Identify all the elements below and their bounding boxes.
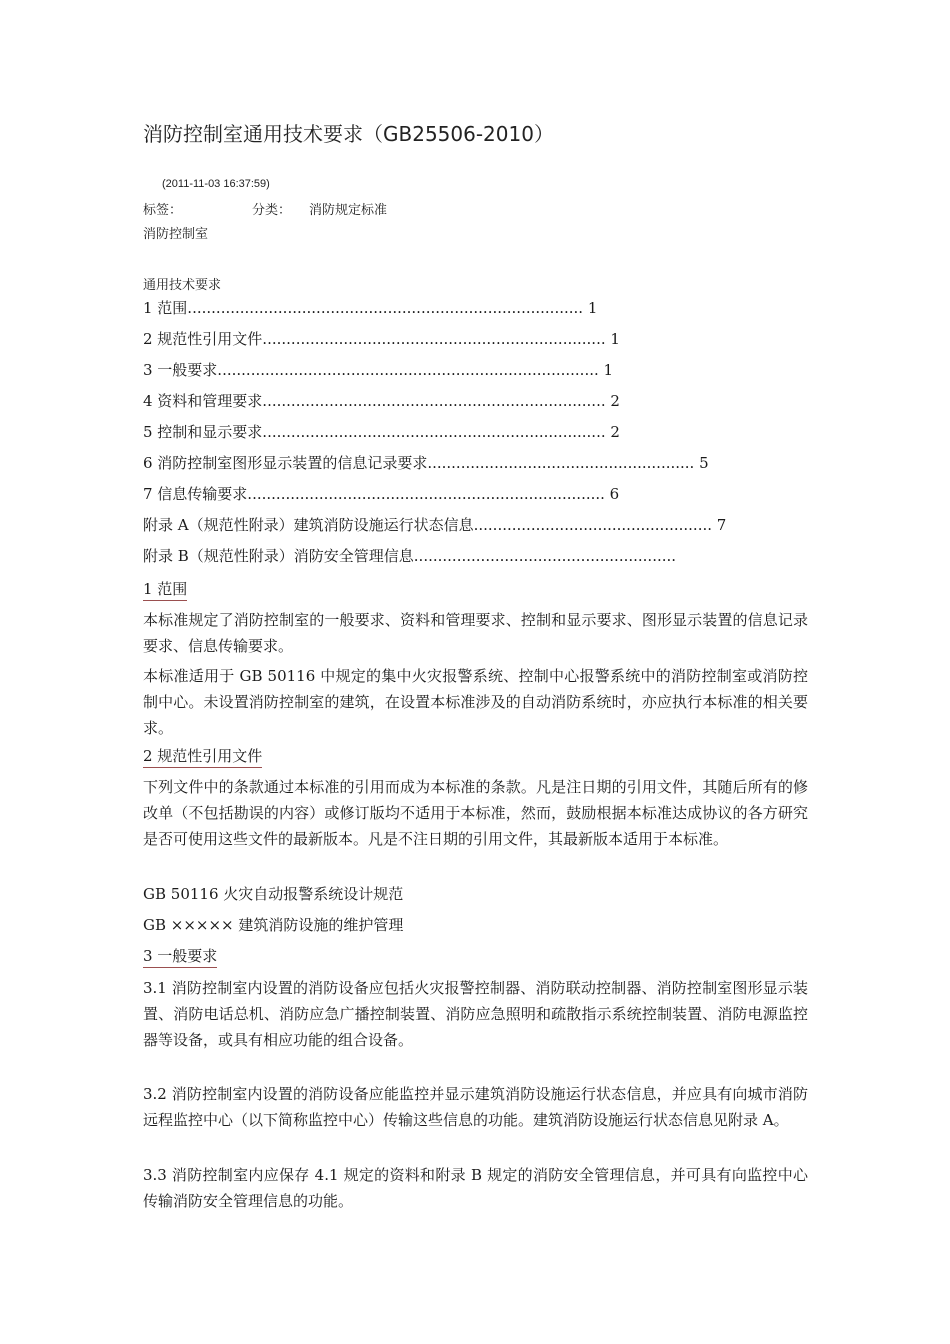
paragraph: 下列文件中的条款通过本标准的引用而成为本标准的条款。凡是注日期的引用文件，其随后所有的修改单（不包括勘误的内容）或修订版均不适用于本标准，然而，鼓励根据本标准达成协议的各方研究是否可使用这些文件的最新版本。凡是不注日期的引用文件，其最新版本适用于本标准。 [143,778,808,848]
tag-label: 标签： [143,203,183,218]
reference-item: GB 50116 火灾自动报警系统设计规范 [143,885,404,903]
paragraph: 3.1 消防控制室内设置的消防设备应包括火灾报警控制器、消防联动控制器、消防控制室图形显示装置、消防电话总机、消防应急广播控制装置、消防应急照明和疏散指示系统控制装置、消防电源监控器等设备，或具有相应功能的组合设备。 [143,979,808,1049]
category-label: 分类： [252,203,292,218]
post-date: (2011-11-03 16:37:59) [162,178,270,190]
toc-item: 3 一般要求................................................................................ 1 [143,361,614,379]
tag-link[interactable]: 消防控制室 [143,227,209,242]
toc-item: 附录 A（规范性附录）建筑消防设施运行状态信息.................................................. 7 [143,516,727,534]
page-title: 消防控制室通用技术要求（GB25506-2010） [143,122,554,146]
toc-item: 5 控制和显示要求........................................................................ 2 [143,423,620,441]
toc-heading: 通用技术要求 [143,278,222,293]
toc-item: 4 资料和管理要求........................................................................ 2 [143,392,620,410]
paragraph: 3.3 消防控制室内应保存 4.1 规定的资料和附录 B 规定的消防安全管理信息，并可具有向监控中心传输消防安全管理信息的功能。 [143,1166,808,1210]
toc-item: 7 信息传输要求........................................................................... 6 [143,485,620,503]
toc-item: 附录 B（规范性附录）消防安全管理信息....................................................... [143,547,677,565]
section-heading: 3 一般要求 [143,945,217,968]
reference-item: GB ××××× 建筑消防设施的维护管理 [143,916,404,934]
meta-row [143,199,387,218]
toc-item: 6 消防控制室图形显示装置的信息记录要求........................................................ 5 [143,454,709,472]
toc-item: 2 规范性引用文件........................................................................ 1 [143,330,620,348]
toc-item: 1 范围................................................................................... 1 [143,299,598,317]
section-heading: 1 范围 [143,578,187,601]
paragraph: 3.2 消防控制室内设置的消防设备应能监控并显示建筑消防设施运行状态信息，并应具有向城市消防远程监控中心（以下简称监控中心）传输这些信息的功能。建筑消防设施运行状态信息见附录 A。 [143,1085,808,1129]
category-link[interactable]: 消防规定标准 [309,203,388,218]
paragraph: 本标准适用于 GB 50116 中规定的集中火灾报警系统、控制中心报警系统中的消防控制室或消防控制中心。未设置消防控制室的建筑，在设置本标准涉及的自动消防系统时，亦应执行本标准的相关要求。 [143,667,808,737]
paragraph: 本标准规定了消防控制室的一般要求、资料和管理要求、控制和显示要求、图形显示装置的信息记录要求、信息传输要求。 [143,611,808,655]
section-heading: 2 规范性引用文件 [143,745,262,768]
